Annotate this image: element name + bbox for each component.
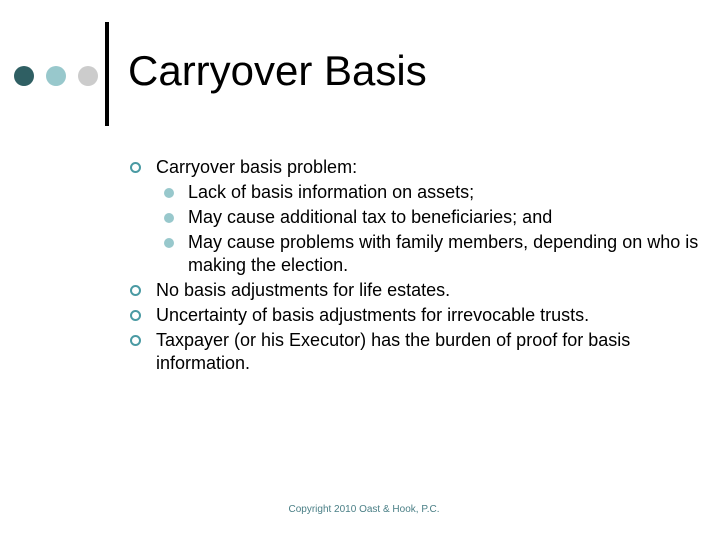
ring-bullet-icon	[130, 335, 141, 346]
dot-bullet-icon	[164, 188, 174, 198]
sub-bullet-item	[128, 206, 708, 229]
dot-bullet-icon	[164, 238, 174, 248]
sub-bullet-text: May cause problems with family members, depending on who is making the election.	[188, 232, 699, 275]
sub-bullet-text: Lack of basis information on assets;	[188, 182, 475, 202]
ring-bullet-icon	[130, 162, 141, 173]
ring-bullet-icon	[130, 285, 141, 296]
dot-dark-icon	[14, 66, 34, 86]
slide-title: Carryover Basis	[128, 47, 427, 94]
bullet-item	[128, 279, 708, 302]
sub-bullet-item	[128, 231, 708, 277]
bullet-text: No basis adjustments for life estates.	[156, 280, 451, 300]
dot-light-icon	[78, 66, 98, 86]
sub-bullet-text: May cause additional tax to beneficiaries; and	[188, 207, 553, 227]
bullet-text: Carryover basis problem:	[156, 157, 358, 177]
title-divider	[105, 22, 109, 126]
sub-bullet-item	[128, 181, 708, 204]
ring-bullet-icon	[130, 310, 141, 321]
copyright-footer: Copyright 2010 Oast & Hook, P.C.	[288, 504, 440, 515]
dot-mid-icon	[46, 66, 66, 86]
bullet-text: Uncertainty of basis adjustments for irrevocable trusts.	[156, 305, 590, 325]
bullet-item	[128, 156, 708, 179]
bullet-text: Taxpayer (or his Executor) has the burden of proof for basis information.	[156, 330, 631, 373]
dot-bullet-icon	[164, 213, 174, 223]
bullet-item	[128, 329, 708, 375]
decorative-dots	[14, 66, 98, 86]
bullet-item	[128, 304, 708, 327]
slide-content	[128, 156, 708, 377]
